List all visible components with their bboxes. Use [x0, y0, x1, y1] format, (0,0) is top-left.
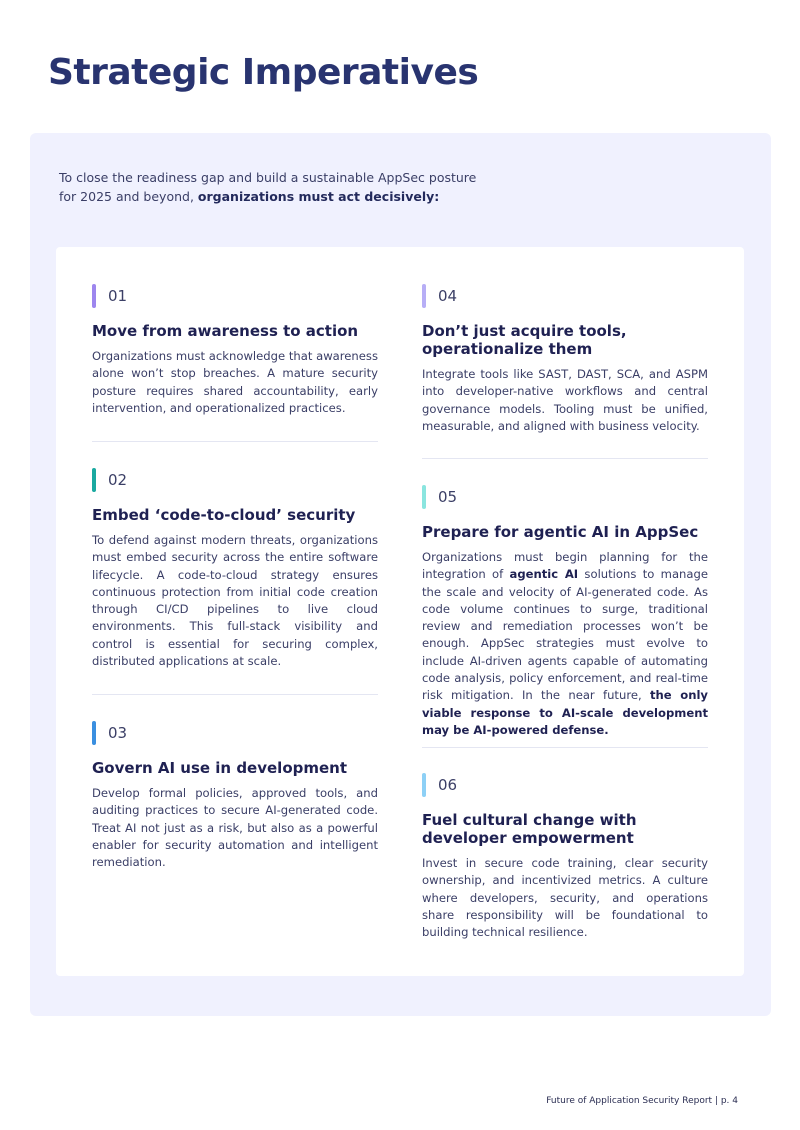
imperative-number	[92, 721, 378, 745]
imperative-title: Don’t just acquire tools, operationalize them	[422, 322, 627, 358]
imperative-number	[92, 284, 378, 308]
number-label: 03	[108, 724, 128, 742]
accent-bar	[422, 284, 426, 308]
intro-text	[59, 168, 479, 206]
page-title: Strategic Imperatives	[48, 52, 479, 93]
imperative-03	[92, 721, 378, 871]
imperative-02	[92, 468, 378, 670]
imperative-number	[422, 773, 708, 797]
number-label: 06	[438, 776, 458, 794]
intro-line-2	[59, 187, 479, 206]
imperative-number	[92, 468, 378, 492]
imperative-01	[92, 284, 378, 417]
intro-line-1: To close the readiness gap and build a sustainable AppSec posture	[59, 170, 477, 185]
imperative-body: Develop formal policies, approved tools, and auditing practices to secure AI-generated code. Treat AI not just as a risk, but also as a powerful enabler for security automation and intelligent remediation.	[92, 786, 378, 870]
imperative-body: Organizations must acknowledge that awareness alone won’t stop breaches. A mature security posture requires shared accountability, early intervention, and operationalized practices.	[92, 349, 378, 415]
accent-bar	[422, 485, 426, 509]
intro-lead: for 2025 and beyond,	[59, 189, 198, 204]
imperatives-card	[56, 247, 744, 976]
imperative-number	[422, 284, 708, 308]
imperative-title: Govern AI use in development	[92, 759, 348, 777]
number-label: 01	[108, 287, 128, 305]
divider	[92, 694, 378, 695]
accent-bar	[92, 721, 96, 745]
divider	[422, 747, 708, 748]
imperative-body: Invest in secure code training, clear security ownership, and incentivized metrics. A culture where developers, security, and operations share responsibility will be foundational to building technical resilience.	[422, 856, 708, 940]
divider	[92, 441, 378, 442]
imperative-title: Prepare for agentic AI in AppSec	[422, 523, 699, 541]
accent-bar	[92, 284, 96, 308]
imperative-title: Move from awareness to action	[92, 322, 359, 340]
imperative-number	[422, 485, 708, 509]
page-footer: Future of Application Security Report | p. 4	[546, 1096, 738, 1106]
divider	[422, 458, 708, 459]
imperative-body: Integrate tools like SAST, DAST, SCA, and ASPM into developer-native workflows and central governance models. Tooling must be unified, measurable, and aligned with business velocity.	[422, 367, 708, 433]
imperative-title: Embed ‘code-to-cloud’ security	[92, 506, 356, 524]
imperative-05	[422, 485, 708, 739]
accent-bar	[422, 773, 426, 797]
imperative-04	[422, 284, 708, 435]
accent-bar	[92, 468, 96, 492]
number-label: 05	[438, 488, 458, 506]
imperative-body: To defend against modern threats, organizations must embed security across the entire software lifecycle. A code-to-cloud strategy ensures continuous protection from initial code creation through CI/CD pipelines to live cloud environments. This full-stack visibility and control is essential for securing complex, distributed applications at scale.	[92, 533, 378, 669]
intro-emphasis: organizations must act decisively:	[197, 189, 440, 204]
imperative-06	[422, 773, 708, 941]
number-label: 02	[108, 471, 128, 489]
imperative-body: Organizations must begin planning for the integration of agentic AI solutions to manage the scale and velocity of AI-generated code. As code volume continues to surge, traditional review and remediation processes won’t be enough. AppSec strategies must evolve to include AI-driven agents capable of automating code analysis, policy enforcement, and real-time risk mitigation. In the near future, the only viable response to AI-scale development may be AI-powered defense.	[422, 550, 709, 737]
number-label: 04	[438, 287, 458, 305]
imperative-title: Fuel cultural change with developer empowerment	[422, 811, 637, 847]
